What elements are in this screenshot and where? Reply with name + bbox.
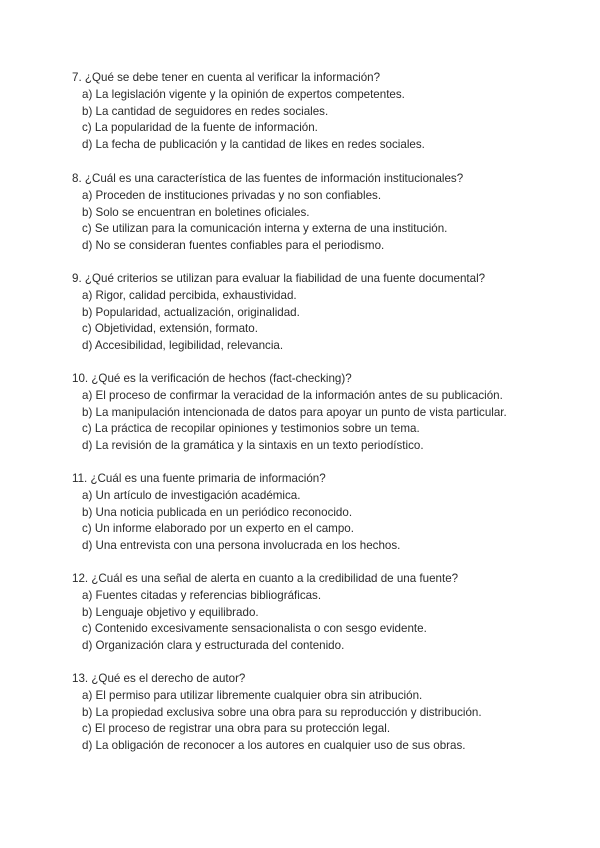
answer-option-a: a) El proceso de confirmar la veracidad de la información antes de su publicación. bbox=[82, 388, 503, 402]
answer-option-c: c) Se utilizan para la comunicación interna y externa de una institución. bbox=[82, 222, 448, 236]
question-7 bbox=[72, 70, 592, 154]
answer-option-d: d) La fecha de publicación y la cantidad de likes en redes sociales. bbox=[82, 138, 425, 152]
answer-option-b: b) La cantidad de seguidores en redes sociales. bbox=[82, 104, 329, 118]
answer-option-c: c) La práctica de recopilar opiniones y testimonios sobre un tema. bbox=[82, 422, 420, 436]
question-9 bbox=[72, 271, 592, 355]
answer-option-c: c) El proceso de registrar una obra para su protección legal. bbox=[82, 722, 391, 736]
question-text: 11. ¿Cuál es una fuente primaria de información? bbox=[72, 472, 326, 485]
answer-option-c: c) La popularidad de la fuente de información. bbox=[82, 121, 318, 135]
question-text: 12. ¿Cuál es una señal de alerta en cuanto a la credibilidad de una fuente? bbox=[72, 572, 459, 585]
answer-option-b: b) Popularidad, actualización, originalidad. bbox=[82, 305, 300, 319]
answer-option-c: c) Contenido excesivamente sensacionalista o con sesgo evidente. bbox=[82, 622, 427, 636]
answer-option-d: d) Accesibilidad, legibilidad, relevancia. bbox=[82, 339, 284, 353]
question-8 bbox=[72, 171, 592, 255]
question-text: 7. ¿Qué se debe tener en cuenta al verificar la información? bbox=[72, 71, 381, 84]
answer-option-c: c) Objetividad, extensión, formato. bbox=[82, 322, 258, 336]
question-12 bbox=[72, 571, 592, 655]
question-11 bbox=[72, 471, 592, 555]
answer-option-b: b) Una noticia publicada en un periódico reconocido. bbox=[82, 505, 353, 519]
answer-option-d: d) La revisión de la gramática y la sintaxis en un texto periodístico. bbox=[82, 439, 424, 453]
question-13 bbox=[72, 671, 592, 755]
question-text: 8. ¿Cuál es una característica de las fuentes de información institucionales? bbox=[72, 172, 464, 185]
answer-option-a: a) Proceden de instituciones privadas y no son confiables. bbox=[82, 188, 382, 202]
question-text: 13. ¿Qué es el derecho de autor? bbox=[72, 672, 246, 685]
answer-option-d: d) No se consideran fuentes confiables para el periodismo. bbox=[82, 239, 385, 253]
answer-option-a: a) La legislación vigente y la opinión de expertos competentes. bbox=[82, 87, 405, 101]
answer-option-b: b) La manipulación intencionada de datos para apoyar un punto de vista particular. bbox=[82, 405, 507, 419]
answer-option-c: c) Un informe elaborado por un experto en el campo. bbox=[82, 522, 354, 536]
answer-option-a: a) Un artículo de investigación académica. bbox=[82, 488, 301, 502]
question-text: 9. ¿Qué criterios se utilizan para evaluar la fiabilidad de una fuente documental? bbox=[72, 272, 486, 285]
answer-option-d: d) Una entrevista con una persona involucrada en los hechos. bbox=[82, 539, 401, 553]
answer-option-d: d) La obligación de reconocer a los autores en cualquier uso de sus obras. bbox=[82, 739, 466, 753]
question-10 bbox=[72, 371, 592, 455]
answer-option-a: a) Fuentes citadas y referencias bibliográficas. bbox=[82, 588, 322, 602]
answer-option-b: b) La propiedad exclusiva sobre una obra para su reproducción y distribución. bbox=[82, 705, 482, 719]
answer-option-b: b) Lenguaje objetivo y equilibrado. bbox=[82, 605, 259, 619]
answer-option-a: a) El permiso para utilizar libremente cualquier obra sin atribución. bbox=[82, 688, 423, 702]
question-text: 10. ¿Qué es la verificación de hechos (fact-checking)? bbox=[72, 372, 352, 385]
answer-option-d: d) Organización clara y estructurada del contenido. bbox=[82, 639, 345, 653]
answer-option-a: a) Rigor, calidad percibida, exhaustividad. bbox=[82, 288, 297, 302]
answer-option-b: b) Solo se encuentran en boletines oficiales. bbox=[82, 205, 310, 219]
